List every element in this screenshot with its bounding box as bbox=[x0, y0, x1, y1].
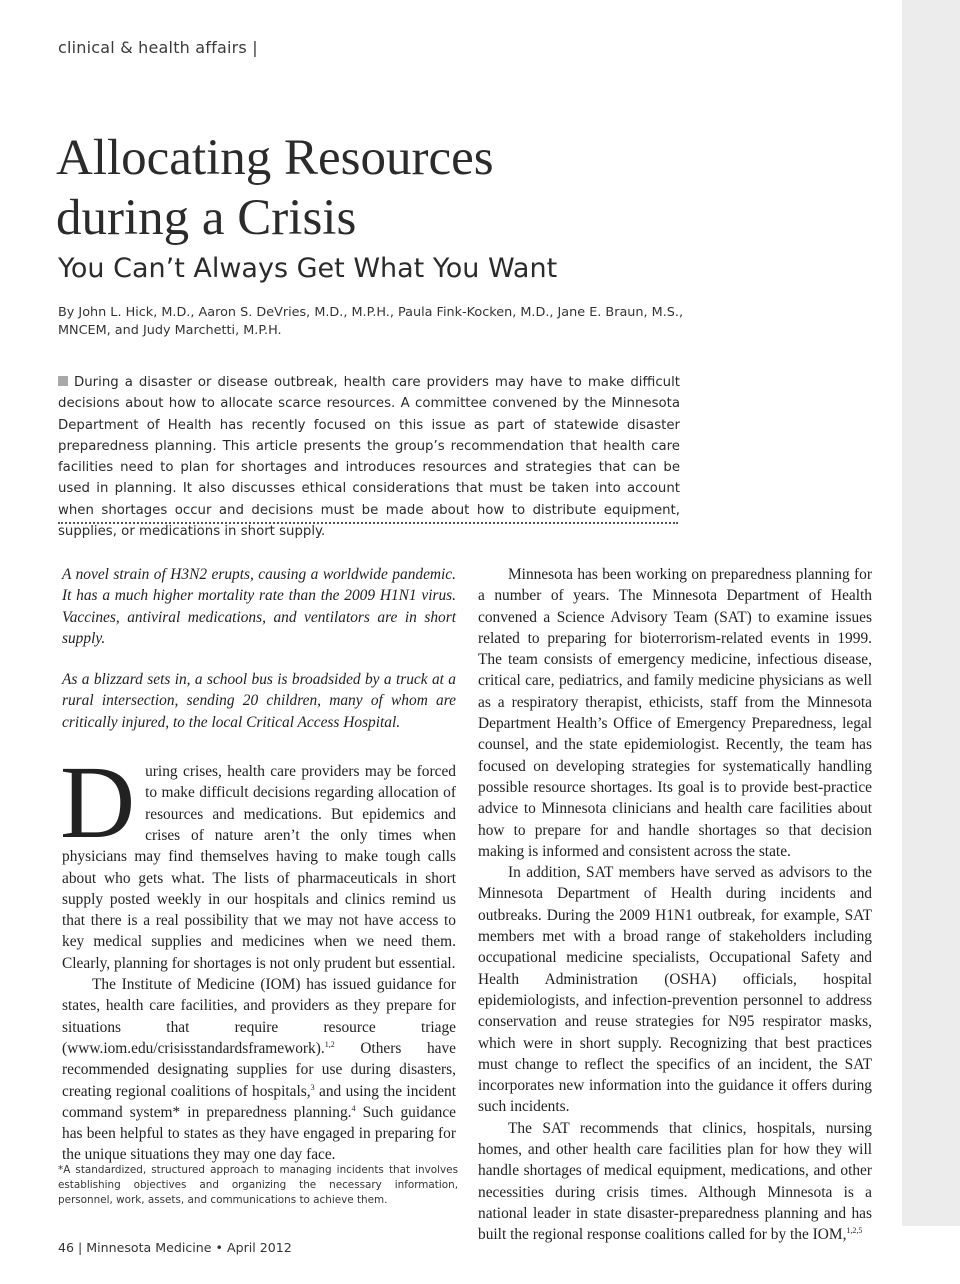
body-paragraph: In addition, SAT members have served as advisors to the Minnesota Department of Health during incidents and outbreaks. During the 2009 H1N1 outbreak, for example, SAT members met with a broad range of stakeholders including occupational medicine specialists, Occupational Safety and Health Administration (OSHA) officials, hospital epidemiologists, and infection-prevention personnel to address conservation and reuse strategies for N95 respirator masks, which were in short supply. Recognizing that best practices must change to reflect the specifics of an incident, the SAT incorporates new information into the guidance it offers during such incidents. bbox=[478, 864, 872, 1116]
abstract-text: During a disaster or disease outbreak, health care providers may have to make difficult decisions about how to allocate scarce resources. A committee convened by the Minnesota Department of Health has recently focused on this issue as part of statewide disaster preparedness planning. This article presents the group’s recommendation that health care facilities need to plan for shortages and introduces resources and strategies that can be used in planning. It also discusses ethical considerations that must be taken into account when shortages occur and decisions must be made about how to distribute equipment, supplies, or medications in short supply. bbox=[58, 375, 680, 540]
dotted-divider bbox=[58, 522, 678, 524]
section-label: clinical & health affairs | bbox=[58, 38, 258, 57]
author-byline: By John L. Hick, M.D., Aaron S. DeVries, M.D., M.P.H., Paula Fink-Kocken, M.D., Jane E. Braun, M.S., MNCEM, and Judy Marchetti, M.P.H. bbox=[58, 305, 684, 338]
body-paragraph: Minnesota has been working on preparedness planning for a number of years. The Minnesota Department of Health convened a Science Advisory Team (SAT) to examine issues related to preparing for bioterrorism-related events in 1999. The team consists of emergency medicine, infectious disease, critical care, pediatrics, and family medicine physicians as well as a respiratory therapist, ethicists, staff from the Minnesota Department Health’s Office of Emergency Preparedness, legal counsel, and the state epidemiologist. Recently, the team has focused on developing strategies for systematically handling possible resource shortages. Its goal is to provide best-practice advice to Minnesota clinicians and health care facilities about how to prepare for and handle shortages so that decision making is informed and consistent across the state. bbox=[478, 566, 872, 860]
square-bullet-icon bbox=[58, 376, 68, 386]
body-text: uring crises, health care providers may be forced to make difficult decisions regarding allocation of resources and medications. But epidemics and crises of nature aren’t the only times when physicians may find themselves having to make tough calls about who gets what. The lists of pharmaceuticals in short supply posted weekly in our hospitals and clinics remind us that there is a real possibility that we may not have access to key medical supplies and medicines when we need them. Clearly, planning for shortages is not only prudent but essential. bbox=[62, 763, 456, 972]
abstract bbox=[58, 372, 680, 542]
body-text: and using the incident command system* in preparedness planning. bbox=[62, 1082, 456, 1121]
scenario-paragraph: As a blizzard sets in, a school bus is broadsided by a truck at a rural intersection, sending 20 children, many of whom are critically injured, to the local Critical Access Hospital. bbox=[62, 671, 456, 731]
right-column bbox=[478, 564, 872, 1246]
citation-superscript: 1,2,5 bbox=[846, 1226, 863, 1236]
body-paragraph bbox=[60, 745, 456, 974]
page-footer: 46 | Minnesota Medicine • April 2012 bbox=[58, 1240, 292, 1255]
body-text: Others have recommended designating supplies for use during disasters, creating regional coalitions of hospitals, bbox=[62, 1039, 456, 1100]
body-paragraph bbox=[62, 974, 456, 1166]
article-title bbox=[56, 128, 576, 248]
title-line-1: Allocating Resources bbox=[56, 130, 494, 186]
body-text: Such guidance has been helpful to states as they have engaged in preparing for the unique situations they may one day face. bbox=[62, 1103, 457, 1164]
citation-superscript: 1,2 bbox=[324, 1039, 335, 1049]
body-paragraph bbox=[478, 1118, 872, 1246]
drop-cap: D bbox=[60, 745, 136, 861]
left-column bbox=[62, 564, 456, 1166]
page-edge-strip bbox=[902, 0, 960, 1226]
footnote: *A standardized, structured approach to managing incidents that involves establishing objectives and organizing the necessary information, personnel, work, assets, and communications to achieve them. bbox=[58, 1164, 458, 1206]
citation-superscript: 3 bbox=[310, 1082, 315, 1092]
article-subtitle: You Can’t Always Get What You Want bbox=[58, 253, 558, 284]
body-text: The SAT recommends that clinics, hospitals, nursing homes, and other health care facilities plan for how they will handle shortages of medical equipment, medications, and other necessities during crisis times. Although Minnesota is a national leader in state disaster-preparedness planning and has built the regional response coalitions called for by the IOM, bbox=[478, 1119, 872, 1244]
scenario-paragraph: A novel strain of H3N2 erupts, causing a worldwide pandemic. It has a much higher mortality rate than the 2009 H1N1 virus. Vaccines, antiviral medications, and ventilators are in short supply. bbox=[62, 566, 456, 647]
citation-superscript: 4 bbox=[351, 1103, 356, 1113]
title-line-2: during a Crisis bbox=[56, 190, 357, 246]
body-text: The Institute of Medicine (IOM) has issued guidance for states, health care facilities, and providers as they prepare for situations that require resource triage (www.iom.edu/crisisstandardsframework). bbox=[62, 976, 456, 1057]
